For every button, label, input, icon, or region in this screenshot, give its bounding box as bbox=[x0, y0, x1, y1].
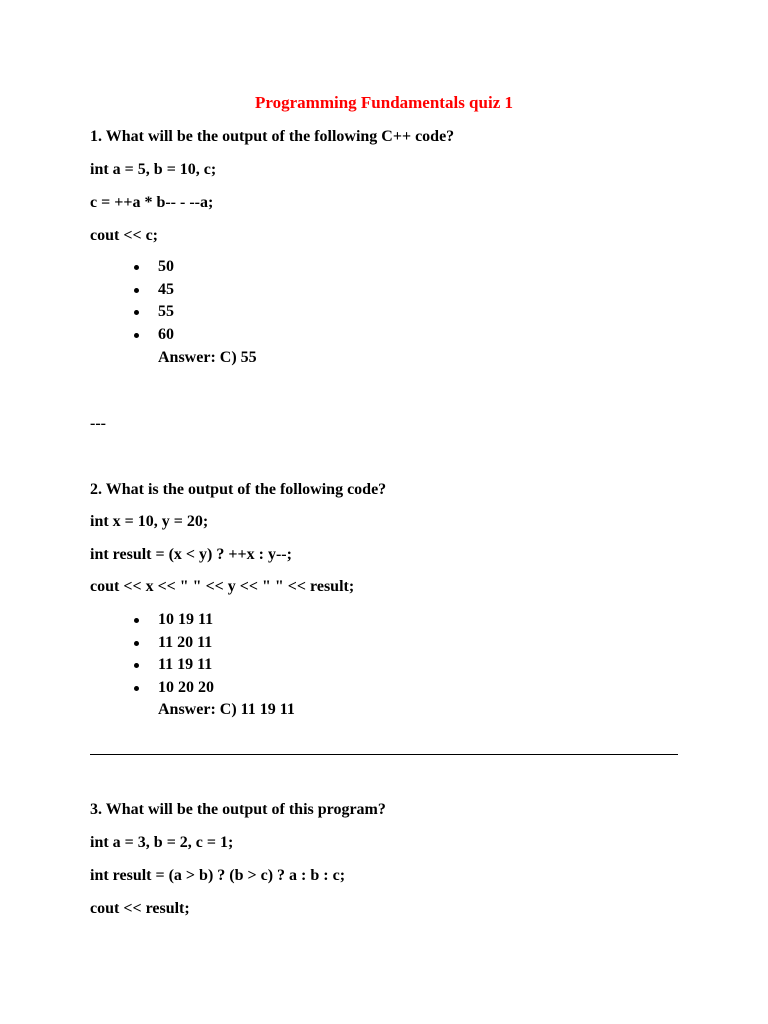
q1-option-d bbox=[132, 324, 174, 347]
horizontal-rule bbox=[90, 754, 678, 755]
separator-text: --- bbox=[90, 415, 106, 432]
bullet-icon bbox=[134, 618, 139, 623]
bullet-icon bbox=[134, 265, 139, 270]
q3-code-line-2: int result = (a > b) ? (b > c) ? a : b : c; bbox=[90, 867, 346, 884]
bullet-icon bbox=[134, 686, 139, 691]
q3-code-line-3: cout << result; bbox=[90, 900, 190, 917]
q2-code-line-3: cout << x << " " << y << " " << result; bbox=[90, 578, 355, 595]
bullet-icon bbox=[134, 333, 139, 338]
q3-code-line-1: int a = 3, b = 2, c = 1; bbox=[90, 834, 234, 851]
option-label: 10 20 20 bbox=[158, 679, 214, 697]
question-2: 2. What is the output of the following code? bbox=[90, 481, 387, 498]
q2-option-b bbox=[132, 632, 214, 655]
q1-code-line-2: c = ++a * b-- - --a; bbox=[90, 194, 214, 211]
q1-options bbox=[132, 256, 174, 347]
q1-code-line-3: cout << c; bbox=[90, 227, 158, 244]
q1-answer: Answer: C) 55 bbox=[158, 349, 257, 366]
q2-answer: Answer: C) 11 19 11 bbox=[158, 701, 295, 718]
option-label: 55 bbox=[158, 303, 174, 321]
q2-code-line-1: int x = 10, y = 20; bbox=[90, 513, 209, 530]
option-label: 45 bbox=[158, 280, 174, 298]
q2-option-c bbox=[132, 654, 214, 677]
bullet-icon bbox=[134, 288, 139, 293]
bullet-icon bbox=[134, 310, 139, 315]
q2-options bbox=[132, 609, 214, 700]
option-label: 50 bbox=[158, 258, 174, 275]
q1-option-c bbox=[132, 301, 174, 324]
quiz-title: Programming Fundamentals quiz 1 bbox=[254, 93, 513, 112]
option-label: 11 20 11 bbox=[158, 633, 213, 651]
bullet-icon bbox=[134, 663, 139, 668]
option-label: 60 bbox=[158, 326, 174, 344]
q2-code-line-2: int result = (x < y) ? ++x : y--; bbox=[90, 546, 292, 563]
q1-option-b bbox=[132, 279, 174, 302]
question-1: 1. What will be the output of the following C++ code? bbox=[90, 128, 455, 145]
q2-option-a bbox=[132, 609, 214, 632]
question-3: 3. What will be the output of this program? bbox=[90, 801, 386, 818]
option-label: 10 19 11 bbox=[158, 611, 214, 628]
option-label: 11 19 11 bbox=[158, 656, 213, 674]
bullet-icon bbox=[134, 641, 139, 646]
q2-option-d bbox=[132, 677, 214, 700]
q1-code-line-1: int a = 5, b = 10, c; bbox=[90, 161, 217, 178]
q1-option-a bbox=[132, 256, 174, 279]
